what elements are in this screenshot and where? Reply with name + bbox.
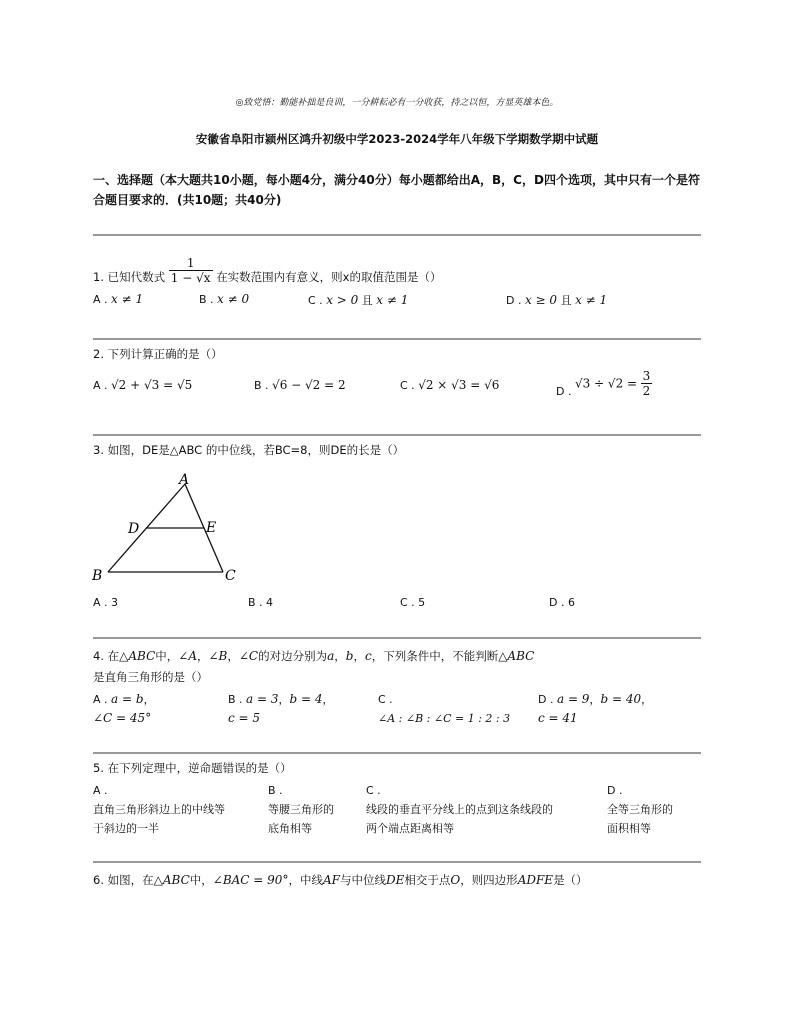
q2-option-c-math: √2 × √3 = √6 [418,378,500,392]
q3-label-b: B [92,568,103,584]
q6-stem [93,872,588,888]
q5-option-c-line1: 线段的垂直平分线上的点到这条线段的 [366,803,553,816]
q3-stem: 3. 如图，DE是△ABC 的中位线，若BC=8，则DE的长是（） [93,443,405,457]
q2-option-b-math: √6 − √2 = 2 [272,378,346,392]
q5-option-c-label: C . [366,784,381,797]
q1-option-a-math: x ≠ 1 [111,292,144,306]
divider [93,338,701,340]
q5-stem: 5. 在下列定理中，逆命题错误的是（） [93,761,292,775]
q5-option-b[interactable] [268,781,358,838]
q6-point-o: O [450,873,461,887]
q4-text: ，下列条件中，不能判断 [371,649,499,663]
q4-stem-line2: 是直角三角形的是（） [93,670,208,684]
q1-fraction [169,256,213,285]
q3-label-e: E [206,520,217,536]
q1-option-c-conj: 且 [361,294,373,307]
q3-option-b[interactable]: B . 4 [248,596,274,609]
q2-option-d-fraction [641,369,653,398]
q5-option-a-line2: 于斜边的一半 [93,822,159,835]
q5-option-c[interactable] [366,781,602,838]
q4-option-a-label: A . [93,693,108,706]
q1-option-c-math: x > 0 [326,293,359,307]
q5-option-d-line1: 全等三角形的 [607,803,673,816]
q5-option-d-line2: 面积相等 [607,822,651,835]
q4-side-a: a [327,649,335,663]
q5-option-b-label: B . [268,784,283,797]
q4-side-b: b [345,649,354,663]
q5-option-a-line1: 直角三角形斜边上的中线等 [93,803,225,816]
q4-side-c: c [364,649,372,663]
q1-option-c-math2: x ≠ 1 [376,293,409,307]
question-1 [93,243,442,285]
q1-option-b-math: x ≠ 0 [217,292,250,306]
q4-triangle: △ABC [498,649,535,663]
q6-text: ，中线 [288,873,323,887]
q4-sep: ， [353,649,365,663]
q4-option-a-math: a = b [111,692,144,706]
q4-option-d-label: D . [538,693,554,706]
q4-angle-a: ∠A [178,649,197,663]
q2-option-d[interactable] [556,367,652,398]
q6-text: 与中位线 [339,873,386,887]
q1-fraction-numerator: 1 [169,256,213,271]
section-heading: 一、选择题（本大题共10小题，每小题4分，满分40分）每小题都给出A，B，C，D四个选项，其中只有一个是符合题目要求的．(共10题；共40分) [93,173,700,207]
q2-d-denominator: 2 [642,384,651,398]
divider [93,752,701,754]
motto-banner: ◎致党悟：勤能补拙是良训，一分耕耘必有一分收获，持之以恒，方显英雄本色。 [235,98,559,108]
q4-option-b-label: B . [228,693,243,706]
q2-option-d-math: √3 ÷ √2 = [574,376,638,391]
q4-angle-b: ∠B [208,649,228,663]
q4-option-a[interactable]: A . a = b， ∠C = 45° [93,692,155,725]
q4-option-a-math2: ∠C = 45° [93,711,152,725]
q4-sep: ， [197,649,209,663]
q3-label-a: A [179,472,190,488]
q2-stem: 2. 下列计算正确的是（） [93,347,223,361]
q6-median-af: AF [322,873,340,887]
q1-option-d-math: x ≥ 0 [524,293,558,307]
q4-sep: ， [278,693,290,706]
q5-option-d[interactable] [607,781,701,838]
q6-text: ，则四边形 [460,873,518,887]
q4-option-b-math3: c = 5 [228,711,261,725]
q4-option-d[interactable] [538,690,688,728]
q5-option-b-line1: 等腰三角形的 [268,803,334,816]
q4-text: 4. 在 [93,649,120,663]
q1-option-d-label: D . [506,294,522,307]
divider [93,637,701,639]
q1-option-c[interactable] [308,292,408,308]
q6-text: 6. 如图，在 [93,873,154,887]
q2-option-b[interactable] [254,378,346,392]
q6-text: 中， [189,873,213,887]
q6-text: 是（） [553,873,588,887]
q1-option-c-label: C . [308,294,323,307]
q1-option-d-math2: x ≠ 1 [575,293,608,307]
q4-text: 中， [155,649,179,663]
divider [93,434,701,436]
q4-sep: ， [227,649,239,663]
q2-option-a-label: A . [93,379,108,392]
divider [93,861,701,863]
q2-option-a[interactable] [93,378,192,392]
q6-angle: ∠BAC = 90° [212,873,289,887]
q4-sep: ， [334,649,346,663]
q1-option-b[interactable] [199,292,249,306]
q1-option-d[interactable] [506,292,607,308]
q4-sep: ， [641,693,653,706]
q6-quadrilateral: ADFE [517,873,554,887]
q4-option-d-math3: c = 41 [538,711,578,725]
q3-option-c[interactable]: C . 5 [400,596,426,609]
q4-text: 的对边分别为 [258,649,328,663]
q4-option-b-math: a = 3 [246,692,279,706]
q2-option-d-label: D . [556,385,572,398]
q5-option-d-label: D . [607,784,623,797]
q5-option-a-label: A . [93,784,108,797]
q4-option-d-math2: b = 40 [600,692,642,706]
q2-option-a-math: √2 + √3 = √5 [111,378,193,392]
q3-triangle-figure [88,468,248,586]
q2-d-numerator: 3 [642,369,651,383]
q1-option-b-label: B . [199,293,214,306]
q5-option-a[interactable] [93,781,263,838]
q6-triangle: △ABC [153,873,190,887]
q1-option-a[interactable] [93,292,143,306]
q4-option-d-math: a = 9 [556,692,590,706]
q1-fraction-denominator: 1 − √x [170,271,211,285]
q2-option-b-label: B . [254,379,269,392]
q3-label-c: C [225,568,236,584]
q6-text: 相交于点 [404,873,451,887]
q4-option-c-math: ∠A : ∠B : ∠C = 1 : 2 : 3 [378,712,511,725]
q4-option-b-math2: b = 4 [289,692,323,706]
exam-title: 安徽省阜阳市颍州区鸿升初级中学2023-2024学年八年级下学期数学期中试题 [195,132,599,146]
q5-option-c-line2: 两个端点距离相等 [366,822,454,835]
q4-sep: ， [322,693,334,706]
q4-option-b[interactable] [228,690,358,728]
q4-option-c-label: C . [378,693,393,706]
q1-stem-prefix: 1. 已知代数式 [93,270,166,284]
q6-midline-de: DE [385,873,405,887]
q2-option-c[interactable] [400,378,499,392]
q2-option-c-label: C . [400,379,415,392]
q4-stem-line1 [93,648,534,664]
divider [93,234,701,236]
q3-option-a[interactable]: A . 3 [93,596,119,609]
q4-sep: ， [589,693,601,706]
q4-triangle: △ABC [119,649,156,663]
q5-option-b-line2: 底角相等 [268,822,312,835]
q3-option-d[interactable]: D . 6 [549,596,575,609]
q3-label-d: D [128,521,140,537]
q1-option-d-conj: 且 [560,294,572,307]
q4-option-c[interactable] [378,690,538,728]
q1-option-a-label: A . [93,293,108,306]
q4-angle-c: ∠C [238,649,259,663]
q1-stem-suffix: 在实数范围内有意义，则x的取值范围是（） [216,270,442,284]
